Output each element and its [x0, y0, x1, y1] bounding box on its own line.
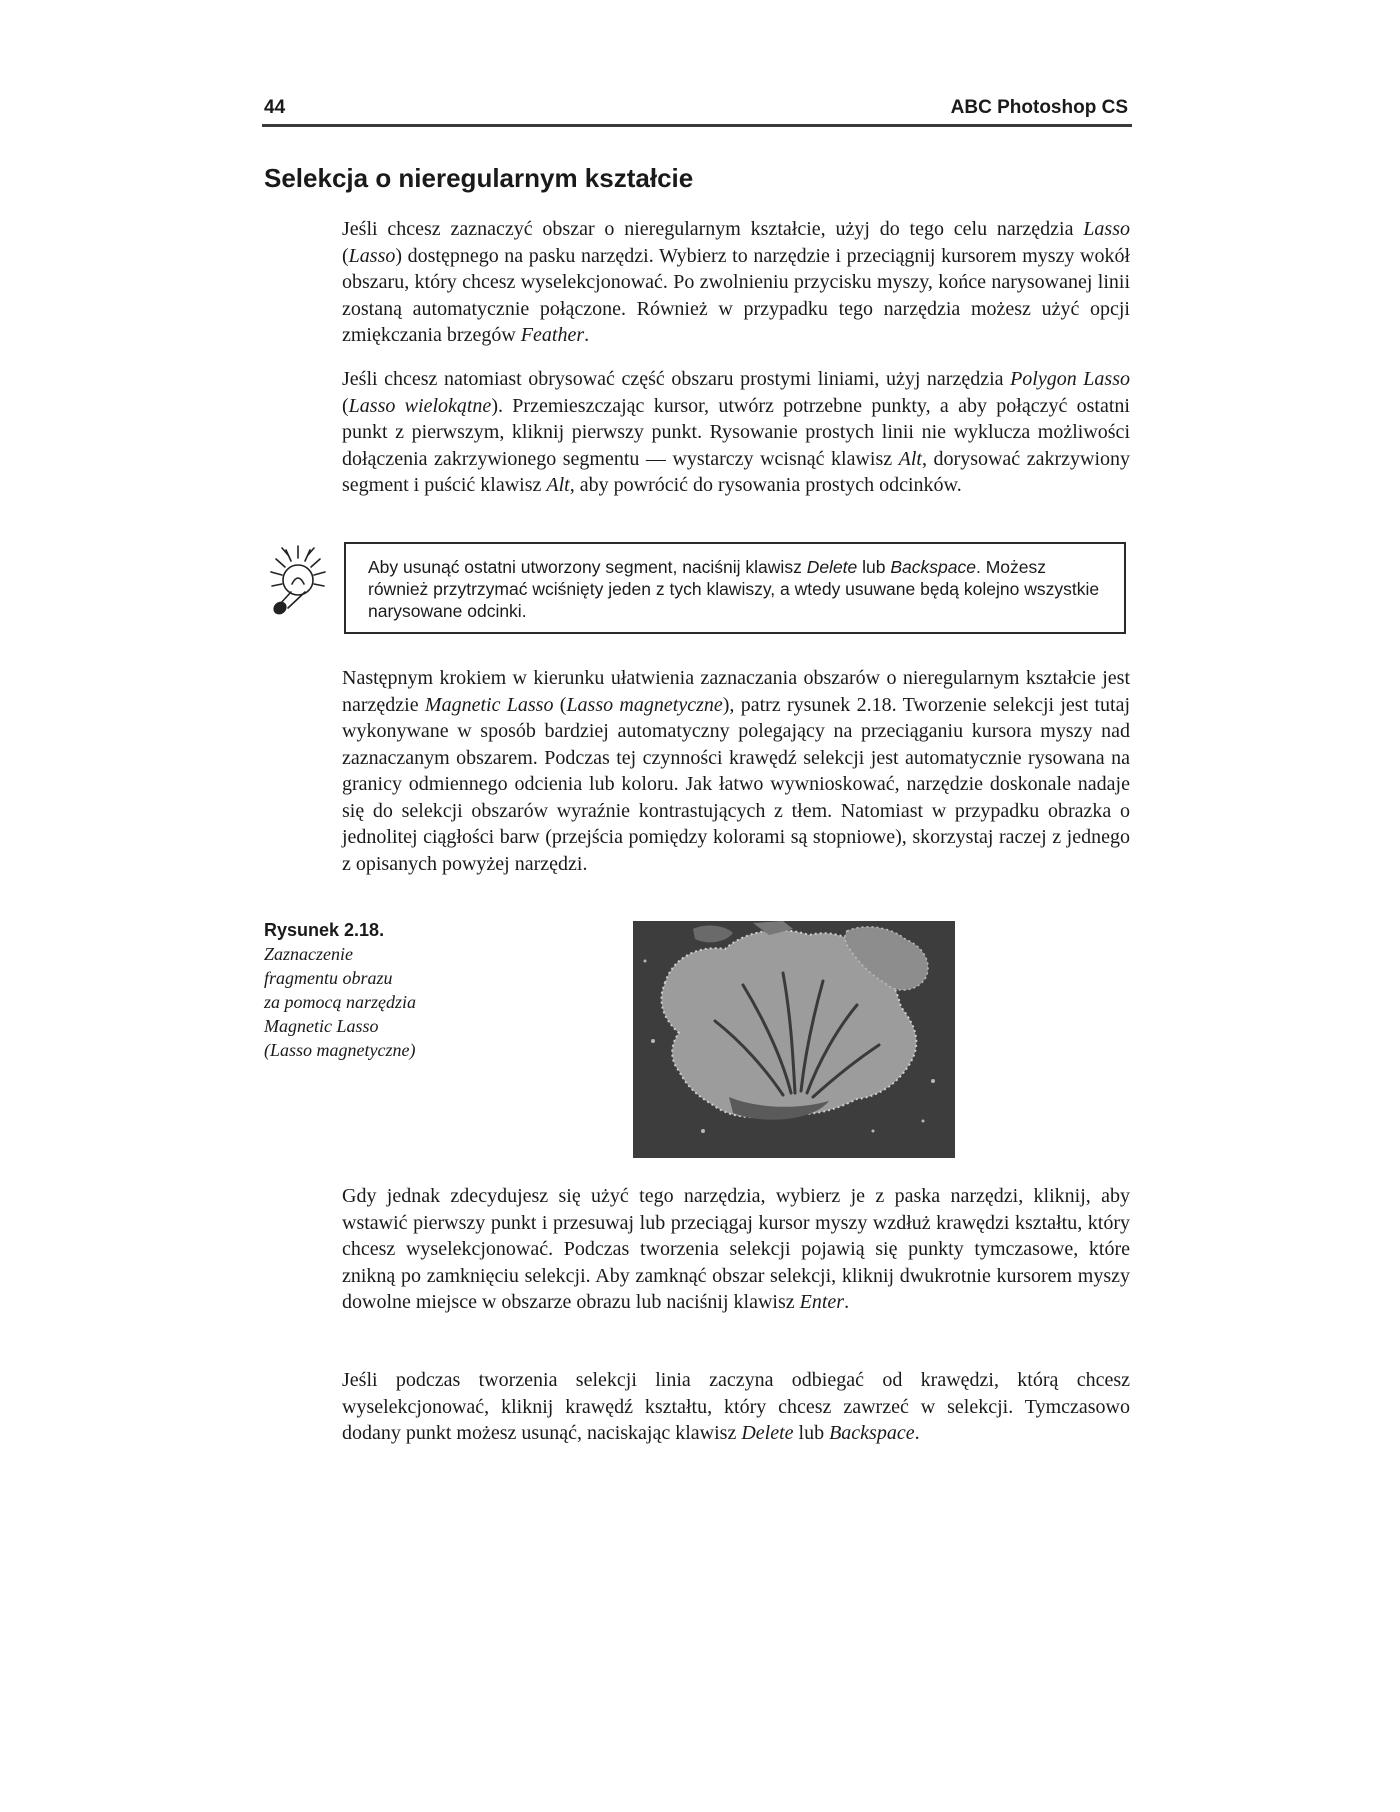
text-run: ( [342, 394, 349, 417]
caption-line: Zaznaczenie [264, 944, 353, 964]
text-run: Aby usunąć ostatni utworzony segment, naciśnij klawisz [368, 557, 807, 577]
text-run: ). Przemieszczając kursor, utwórz potrzebne punkty, a aby połączyć ostatni punkt z pierwszym, kliknij pierwszy punkt. Rysowanie prostych linii nie wyklucza możliwości dołączenia zakrzywionego segmentu — wystarczy wcisnąć klawisz [342, 394, 1130, 470]
paragraph [342, 1367, 1130, 1447]
caption-line: za pomocą narzędzia [264, 992, 416, 1012]
text-run: . Możesz również przytrzymać wciśnięty jeden z tych klawiszy, a wtedy usuwane będą kolejno wszystkie narysowane odcinki. [368, 557, 1100, 621]
paragraph [342, 1183, 1130, 1316]
book-title: ABC Photoshop CS [950, 97, 1128, 118]
text-run: . [844, 1291, 850, 1313]
text-run: ( [553, 693, 567, 716]
text-run: , aby powrócić do rysowania prostych odcinków. [569, 474, 962, 496]
emphasis-text: Lasso [1083, 218, 1130, 240]
tip-box [344, 542, 1126, 634]
text-run: , dorysować zakrzywiony segment i puścić klawisz [342, 447, 1131, 496]
header-rule [262, 124, 1132, 127]
caption-line: Magnetic Lasso [264, 1016, 379, 1036]
text-run: Gdy jednak zdecydujesz się użyć tego narzędzia, wybierz je z paska narzędzi, kliknij, aby wstawić pierwszy punkt i przesuwaj lub przeciągaj kursor myszy wzdłuż krawędzi kształtu, który chcesz wyselekcjonować. Podczas tworzenia selekcji pojawią się punkty tymczasowe, które znikną po zamknięciu selekcji. Aby zamknąć obszar selekcji, kliknij dwukrotnie kursorem myszy dowolne miejsce w obszarze obrazu lub naciśnij klawisz [342, 1185, 1130, 1313]
text-run: . [584, 324, 590, 346]
figure-caption [264, 918, 464, 1062]
text-run: ( [342, 244, 349, 267]
paragraph [342, 366, 1130, 499]
text-run: ), patrz rysunek 2.18. Tworzenie selekcji jest tutaj wykonywane w sposób bardziej automatyczny polegający na przeciąganiu kursora myszy nad zaznaczanym obszarem. Podczas tej czynności krawędź selekcji jest automatycznie rysowana na granicy odmiennego odcienia lub koloru. Jak łatwo wywnioskować, narzędzie doskonale nadaje się do selekcji obszarów wyraźnie kontrastujących z tłem. Natomiast w przypadku obrazka o jednolitej ciągłości barw (przejścia pomiędzy kolorami są stopniowe), skorzystaj raczej z jednego z opisanych powyżej narzędzi. [342, 693, 1131, 875]
text-run: Jeśli chcesz natomiast obrysować część obszaru prostymi liniami, użyj narzędzia [342, 368, 1011, 390]
emphasis-text: Enter [799, 1291, 845, 1313]
emphasis-text: Lasso wielokątne [348, 394, 492, 417]
emphasis-text: Polygon Lasso [1010, 368, 1130, 390]
text-run: lub [857, 557, 891, 577]
tip-text [368, 556, 1104, 622]
figure-label: Rysunek 2.18. [264, 920, 385, 940]
caption-line: fragmentu obrazu [264, 968, 393, 988]
emphasis-text: Magnetic Lasso [424, 693, 554, 716]
text-run: . [914, 1422, 920, 1444]
paragraph [342, 216, 1130, 349]
text-run: Następnym krokiem w kierunku ułatwienia zaznaczania obszarów o nieregularnym kształcie jest narzędzie [342, 667, 1130, 716]
figure-image [633, 921, 955, 1158]
page-number: 44 [264, 97, 286, 118]
running-header [262, 97, 1130, 127]
emphasis-text: Alt [898, 447, 922, 470]
emphasis-text: Lasso [348, 244, 396, 267]
text-run: Jeśli chcesz zaznaczyć obszar o nieregularnym kształcie, użyj do tego celu narzędzia [342, 218, 1084, 240]
emphasis-text: Lasso magnetyczne [566, 693, 723, 716]
emphasis-text: Backspace [890, 557, 976, 577]
text-run: lub [793, 1422, 830, 1444]
section-heading: Selekcja o nieregularnym kształcie [264, 163, 694, 193]
text-run: Jeśli podczas tworzenia selekcji linia zaczyna odbiegać od krawędzi, którą chcesz wyselekcjonować, kliknij krawędź kształtu, który chcesz zawrzeć w selekcji. Tymczasowo dodany punkt możesz usunąć, naciskając klawisz [342, 1369, 1130, 1444]
emphasis-text: Delete [806, 557, 858, 577]
emphasis-text: Alt [546, 474, 570, 496]
text-run: ) dostępnego na pasku narzędzi. Wybierz to narzędzie i przeciągnij kursorem myszy wokół obszaru, który chcesz wyselekcjonować. Po zwolnieniu przycisku myszy, końce narysowanej linii zostaną automatycznie połączone. Również w przypadku tego narzędzia możesz użyć opcji zmiękczania brzegów [342, 244, 1130, 346]
paragraph [342, 665, 1130, 877]
emphasis-text: Delete [741, 1422, 794, 1444]
emphasis-text: Feather [520, 324, 585, 346]
caption-line: (Lasso magnetyczne) [264, 1040, 416, 1060]
lightbulb-icon [258, 542, 334, 620]
emphasis-text: Backspace [829, 1422, 915, 1444]
